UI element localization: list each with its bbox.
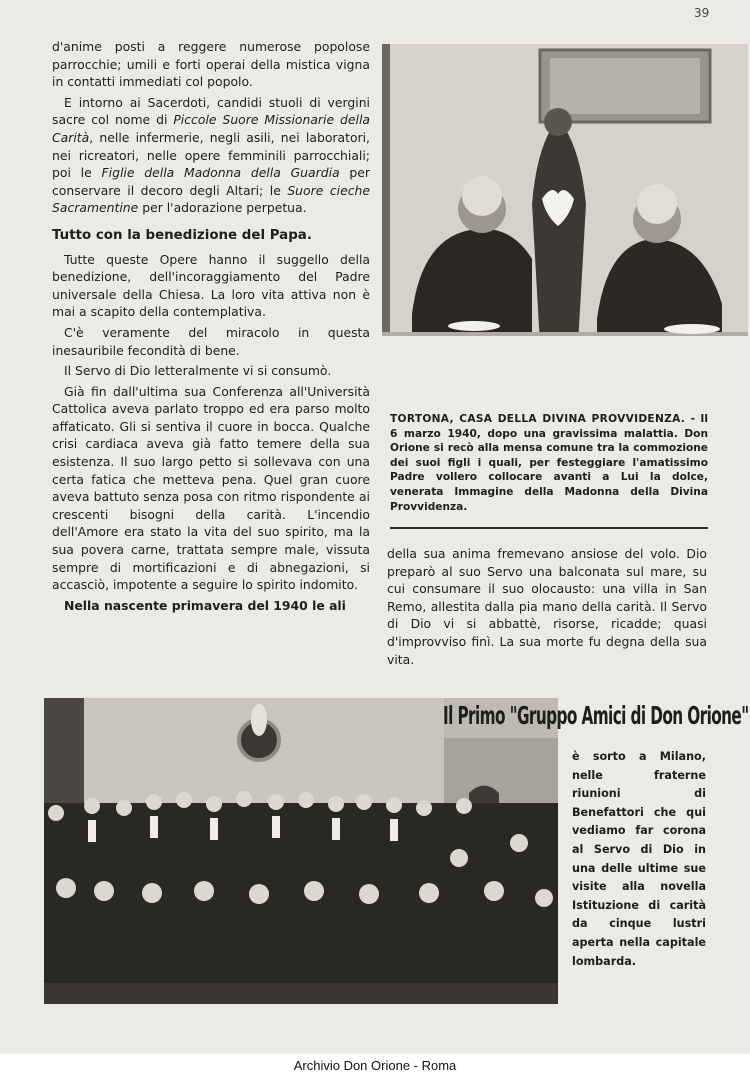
right-text-column	[387, 545, 707, 671]
left-text-column	[52, 38, 370, 617]
archive-footer: Archivio Don Orione - Roma	[293, 1058, 457, 1073]
group-caption: è sorto a Milano, nelle fraterne riunioni di Benefattori che qui vediamo far corona al Servo di Dio in una delle ultime sue visite alla novella Istituzione di carità da cinque lustri aperta nella capitale lombarda.	[572, 750, 706, 968]
photo-illustration	[382, 44, 748, 396]
paragraph: Già fin dall'ultima sua Conferenza all'Università Cattolica aveva parlato troppo ed era parso molto affaticato. Gli si sentiva il cuore in bocca. Qualche crisi cardiaca aveva già fatto temere della sua esistenza. Il suo largo petto si sollevava con una certa fatica che metteva pena. Quel gran cuore aveva battuto senza posa con ritmo rispondente ai crescenti bisogni della carità. L'incendio dell'Amore era stato la vita del suo spirito, ma la sua povera carne, trattata sempre male, vissuta sempre di mortificazioni e di abnegazioni, si accasciò, impotente a seguire lo spirito indomito.	[52, 383, 370, 593]
paragraph: Il Servo di Dio letteralmente vi si consumò.	[64, 363, 332, 379]
group-photo-illustration	[44, 698, 558, 1004]
caption-title: TORTONA, CASA DELLA DIVINA PROVVIDENZA. -	[390, 413, 696, 425]
paragraph: Tutte queste Opere hanno il suggello della benedizione, dell'incoraggiamento del Padre universale della Chiesa. La loro vita attiva non è mai a scapito della contemplativa.	[52, 251, 370, 320]
page-number: 39	[694, 6, 710, 20]
paragraph: C'è veramente del miracolo in questa inesauribile fecondità di bene.	[52, 324, 370, 358]
caption-text: Il 6 marzo 1940, dopo una gravissima malattia. Don Orione si recò alla mensa comune tra la commozione dei suoi figli i quali, per festeggiare l'amatissimo Padre vollero collocare avanti a Lui la dolce, venerata Immagine della Madonna della Divina Provvidenza.	[390, 413, 708, 513]
group-title: Il Primo "Gruppo Amici di Don Orione"	[443, 702, 749, 731]
photo-gruppo-amici	[44, 698, 558, 1004]
paragraph: d'anime posti a reggere numerose popolose parrocchie; umili e forti operai della mistica vigna in contatti immediati col popolo.	[52, 39, 370, 90]
paragraph: della sua anima fremevano ansiose del volo. Dio preparò al suo Servo una balconata sul mare, su cui consumare il suo olocausto: una villa in San Remo, allestita dalla pia mano della carità. Il Servo di Dio vi si abbattè, risorse, ricadde; quasi d'improvviso finì. La sua morte fu degna della sua vita.	[387, 546, 707, 667]
section-heading: Tutto con la benedizione del Papa.	[52, 227, 312, 243]
divider	[390, 527, 708, 529]
photo-tortona-madonna	[382, 44, 748, 396]
photo-caption	[390, 412, 708, 514]
paragraph: Nella nascente primavera del 1940 le ali	[64, 597, 346, 613]
paragraph: E intorno ai Sacerdoti, candidi stuoli di vergini sacre col nome di Piccole Suore Missionarie della Carità, nelle infermerie, negli asili, nei laboratori, nei ricreatori, nelle opere femminili parrocchiali; poi le Figlie della Madonna della Guardia per conservare il decoro degli Altari; le Suore cieche Sacramentine per l'adorazione perpetua.	[52, 94, 370, 216]
